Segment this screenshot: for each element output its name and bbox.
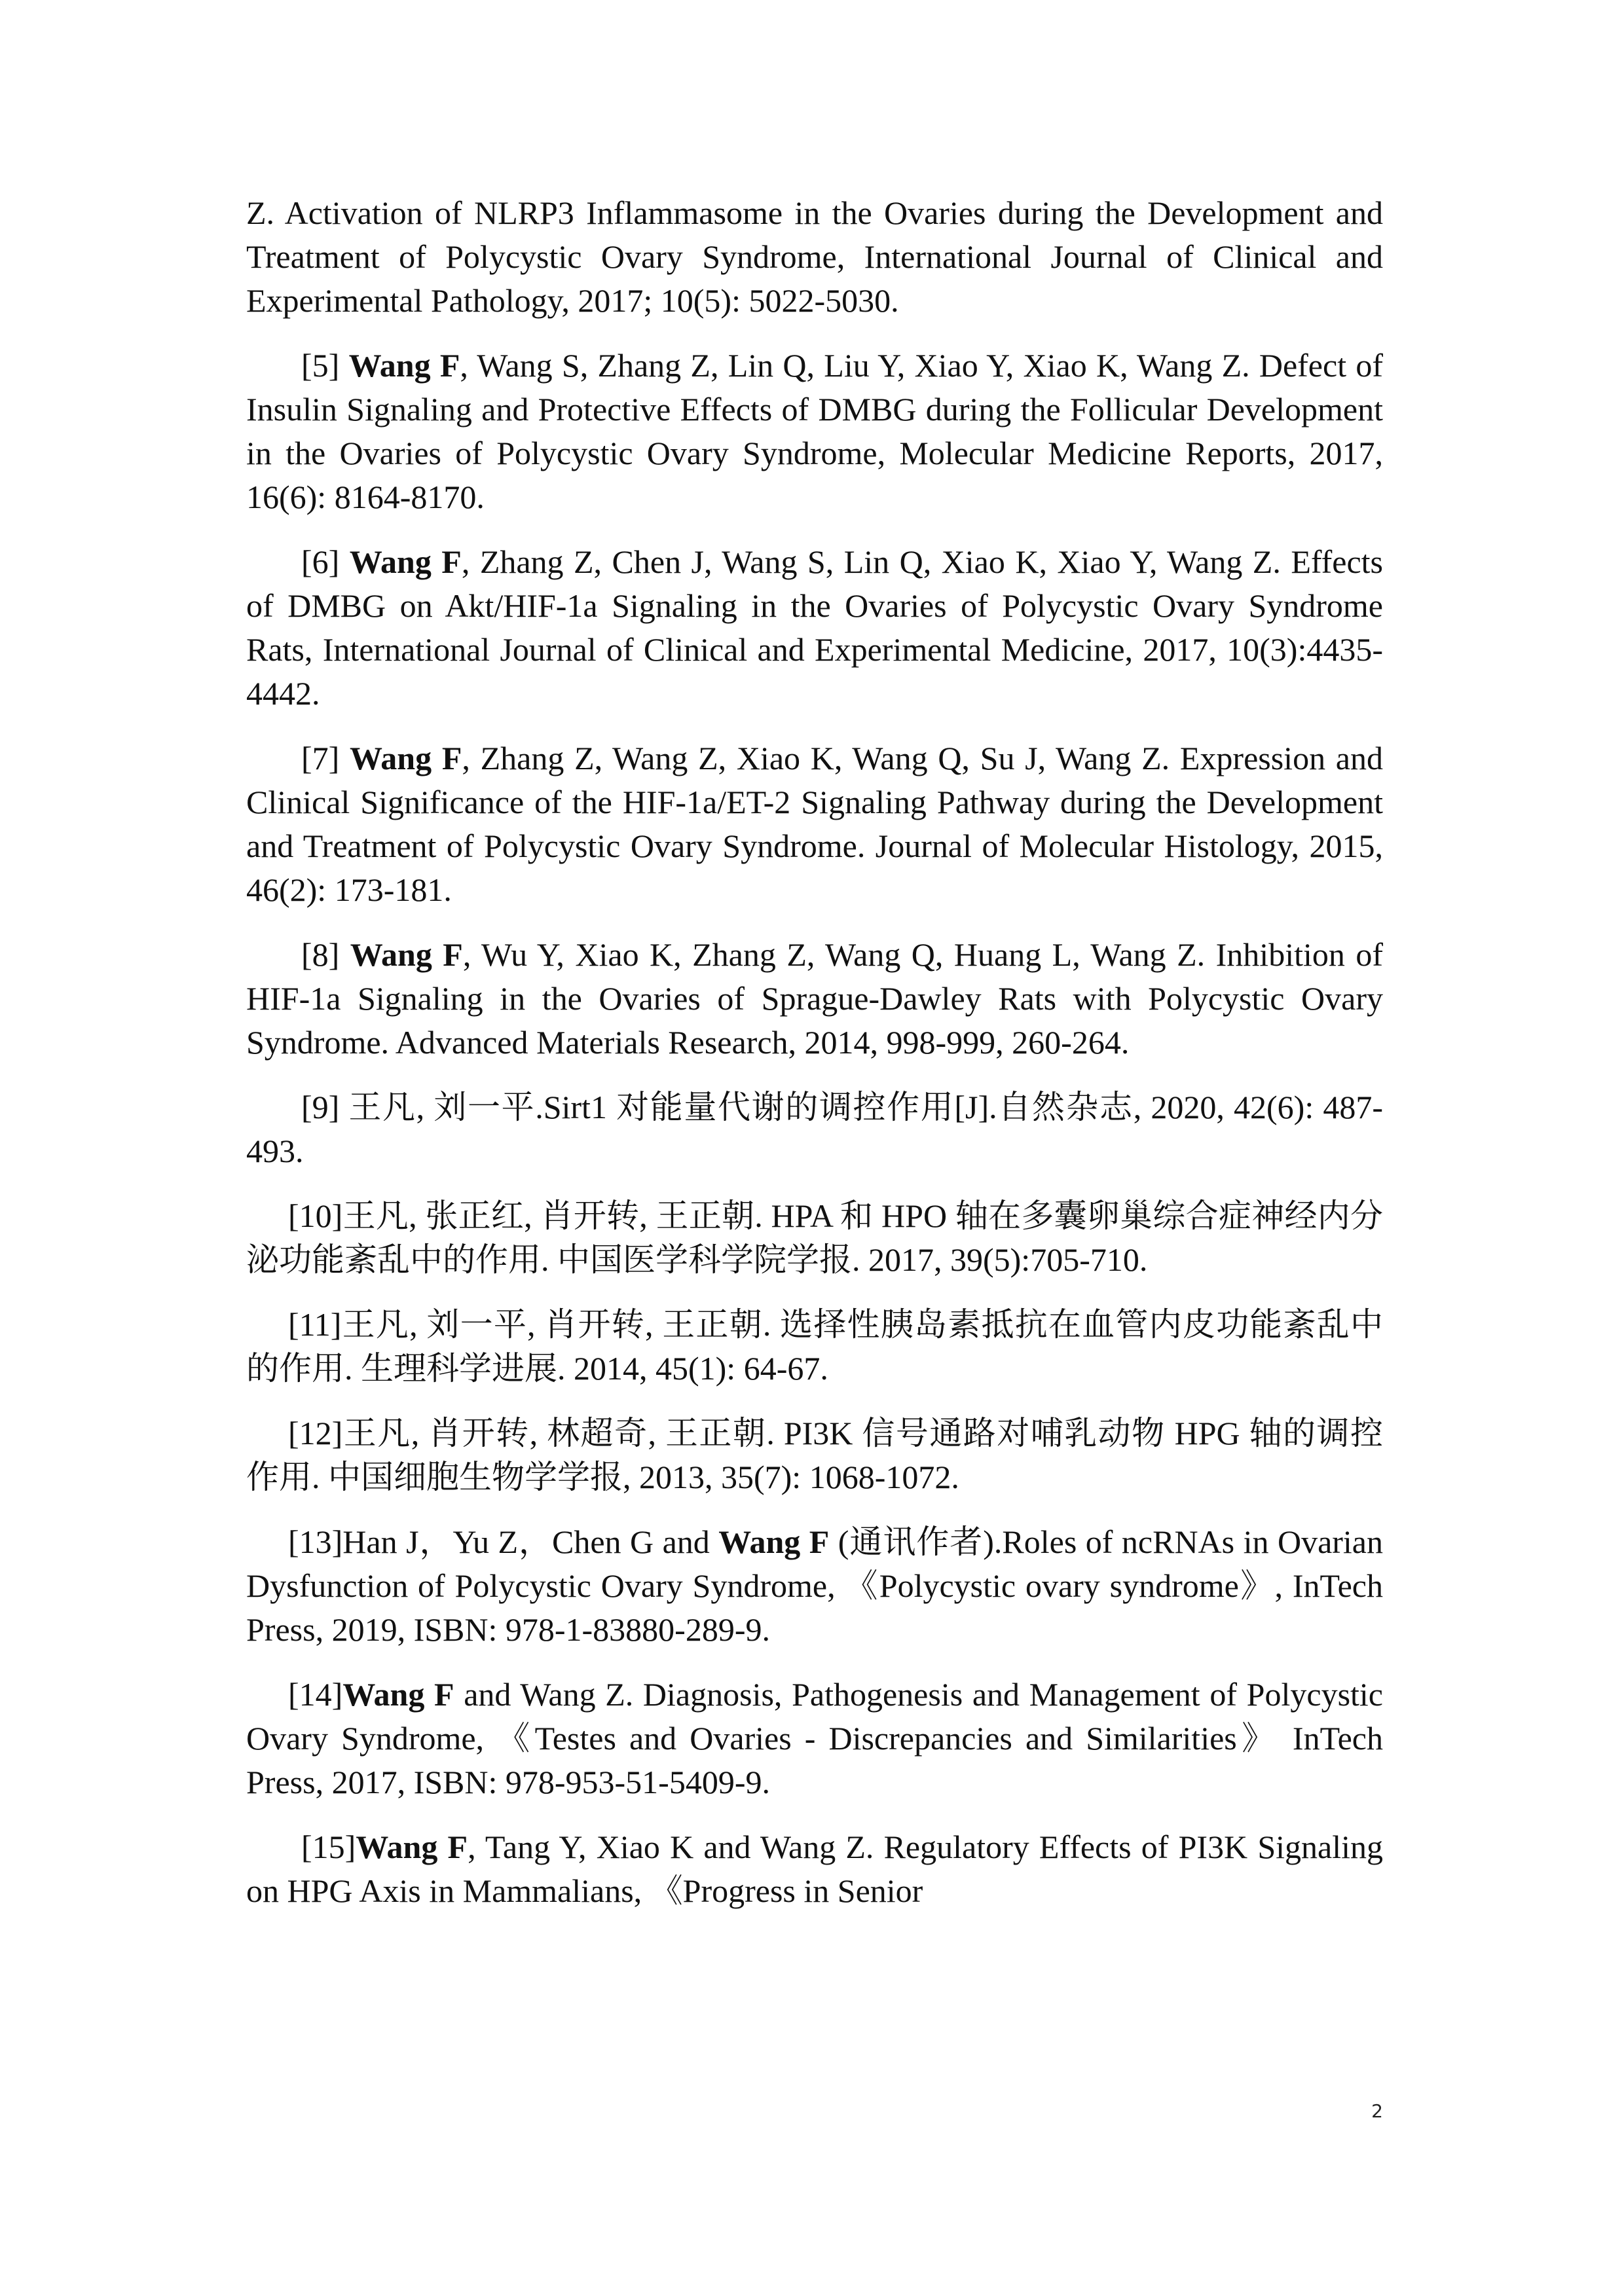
reference-text: , Tang Y, Xiao K and Wang Z. Regulatory Effects of PI3K Signaling on HPG Axis in Mammalians, 《Progress in Senior — [246, 1829, 1383, 1909]
page-number: 2 — [1371, 2100, 1383, 2122]
reference-entry — [246, 1085, 1383, 1173]
reference-entry — [246, 1303, 1383, 1391]
author-highlight: Wang F — [349, 543, 462, 580]
reference-entry — [246, 1412, 1383, 1499]
author-highlight: Wang F — [348, 347, 460, 384]
reference-text: [13]Han J，Yu Z，Chen G and — [288, 1523, 719, 1560]
reference-text: , Wang S, Zhang Z, Lin Q, Liu Y, Xiao Y, Xiao K, Wang Z. Defect of Insulin Signaling and Protective Effects of DMBG during the Follicular Development in the Ovaries of Polycystic Ovary Syndrome, Molecular Medicine Reports, 2017, 16(6): 8164-8170. — [246, 347, 1383, 515]
reference-number: [7] — [301, 740, 350, 776]
reference-entry — [246, 540, 1383, 716]
author-highlight: Wang F — [350, 740, 462, 776]
reference-text: and Wang Z. Diagnosis, Pathogenesis and Management of Polycystic Ovary Syndrome, 《Testes and Ovaries - Discrepancies and Similarities》 InTech Press, 2017, ISBN: 978-953-51-5409-9. — [246, 1676, 1384, 1800]
reference-entry — [246, 737, 1383, 912]
reference-text: (通讯作者).Roles of ncRNAs in Ovarian Dysfunction of Polycystic Ovary Syndrome, 《Polycystic ovary syndrome》, InTech Press, 2019, ISBN: 978-1-83880-289-9. — [246, 1523, 1383, 1648]
reference-entry — [246, 1825, 1383, 1913]
reference-number: [14] — [288, 1676, 343, 1713]
reference-number: [5] — [301, 347, 349, 384]
reference-entry — [246, 191, 1383, 323]
reference-number: [8] — [301, 936, 350, 973]
reference-text: [10]王凡, 张正红, 肖开转, 王正朝. HPA 和 HPO 轴在多囊卵巢综合症神经内分泌功能紊乱中的作用. 中国医学科学院学报. 2017, 39(5):705-710. — [246, 1197, 1383, 1278]
reference-text: , Zhang Z, Wang Z, Xiao K, Wang Q, Su J, Wang Z. Expression and Clinical Significance of the HIF-1a/ET-2 Signaling Pathway during the Development and Treatment of Polycystic Ovary Syndrome. Journal of Molecular Histology, 2015, 46(2): 173-181. — [246, 740, 1383, 908]
reference-entry — [246, 1520, 1383, 1652]
reference-text: , Zhang Z, Chen J, Wang S, Lin Q, Xiao K, Xiao Y, Wang Z. Effects of DMBG on Akt/HIF-1a Signaling in the Ovaries of Polycystic Ovary Syndrome Rats, International Journal of Clinical and Experimental Medicine, 2017, 10(3):4435-4442. — [246, 543, 1383, 712]
author-highlight: Wang F — [718, 1523, 830, 1560]
reference-entry — [246, 933, 1383, 1065]
author-highlight: Wang F — [356, 1829, 468, 1865]
reference-number: [6] — [301, 543, 350, 580]
reference-text: [12]王凡, 肖开转, 林超奇, 王正朝. PI3K 信号通路对哺乳动物 HPG 轴的调控作用. 中国细胞生物学学报, 2013, 35(7): 1068-1072. — [246, 1415, 1383, 1495]
reference-text: Z. Activation of NLRP3 Inflammasome in the Ovaries during the Development and Treatment of Polycystic Ovary Syndrome, International Journal of Clinical and Experimental Pathology, 2017; 10(5): 5022-5030. — [246, 194, 1383, 319]
reference-entry — [246, 1194, 1383, 1282]
reference-number: [15] — [301, 1829, 356, 1865]
author-highlight: Wang F — [350, 936, 463, 973]
reference-text: [11]王凡, 刘一平, 肖开转, 王正朝. 选择性胰岛素抵抗在血管内皮功能紊乱中的作用. 生理科学进展. 2014, 45(1): 64-67. — [246, 1306, 1383, 1387]
reference-entry — [246, 344, 1383, 519]
reference-text: , Wu Y, Xiao K, Zhang Z, Wang Q, Huang L, Wang Z. Inhibition of HIF-1a Signaling in the Ovaries of Sprague-Dawley Rats with Polycystic Ovary Syndrome. Advanced Materials Research, 2014, 998-999, 260-264. — [246, 936, 1383, 1061]
reference-entry — [246, 1673, 1383, 1804]
reference-list — [246, 191, 1383, 1934]
reference-text: [9] 王凡, 刘一平.Sirt1 对能量代谢的调控作用[J].自然杂志, 2020, 42(6): 487-493. — [246, 1089, 1383, 1169]
author-highlight: Wang F — [342, 1676, 454, 1713]
